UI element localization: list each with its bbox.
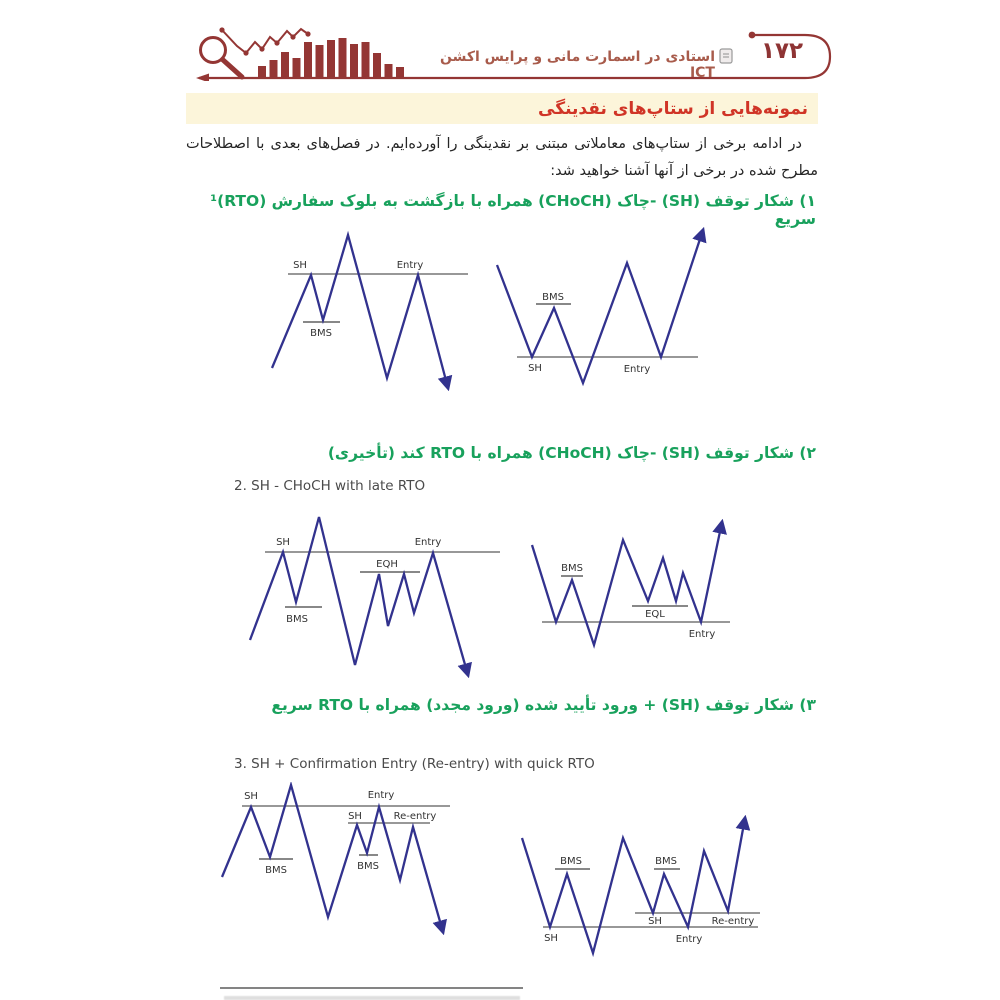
diagram-setup1-bullish (485, 218, 720, 403)
section-title-banner (186, 93, 818, 124)
diagram-setup2-bullish (525, 508, 740, 663)
label-reentry: Re-entry (393, 811, 437, 822)
diagram-setup1-bearish (235, 228, 480, 403)
label-entry: Entry (675, 934, 703, 945)
price-zigzag (497, 230, 703, 383)
label-sh: SH (528, 363, 542, 374)
label-eql: EQL (645, 609, 665, 620)
label-reentry: Re-entry (711, 916, 755, 927)
diagram-setup3-bearish (215, 782, 465, 950)
label-bms: BMS (310, 328, 332, 339)
section-title: نمونه‌هایی از ستاپ‌های نقدینگی (538, 99, 808, 119)
intro-paragraph (186, 131, 818, 185)
price-zigzag (222, 785, 443, 932)
setup3-heading: ۳) شکار توقف (SH) + ورود تأیید شده (ورود مجدد) همراه با RTO سریع (271, 696, 816, 714)
label-bms-1: BMS (265, 865, 287, 876)
label-sh: SH (544, 933, 558, 944)
label-bms: BMS (542, 292, 564, 303)
label-entry: Entry (623, 364, 651, 375)
price-zigzag (532, 522, 722, 645)
setup1-heading: ۱) شکار توقف (SH) -چاک (CHoCH) همراه با بازگشت به بلوک سفارش (RTO)¹ سریع (210, 192, 816, 228)
label-entry: Entry (367, 790, 395, 801)
label-bms-1: BMS (560, 856, 582, 867)
footnote-separator (220, 987, 523, 989)
label-eqh: EQH (376, 559, 398, 570)
setup2-heading-en: 2. SH - CHoCH with late RTO (234, 478, 426, 494)
setup2-heading: ۲) شکار توقف (SH) -چاک (CHoCH) همراه با RTO کند (تأخیری) (327, 444, 816, 462)
label-bms: BMS (286, 614, 308, 625)
header-rule-arrow (196, 74, 209, 82)
label-entry: Entry (688, 629, 716, 640)
label-sh-2: SH (348, 811, 362, 822)
page-number: ۱۷۲ (760, 38, 804, 64)
diagram-setup2-bearish (245, 512, 505, 684)
label-sh-2: SH (648, 916, 662, 927)
intro-line-2: مطرح شده در برخی از آنها آشنا خواهید شد: (550, 163, 818, 179)
book-icon (719, 48, 733, 64)
setup3-heading-en: 3. SH + Confirmation Entry (Re-entry) with quick RTO (234, 756, 595, 772)
label-bms-2: BMS (357, 861, 379, 872)
label-entry: Entry (396, 260, 424, 271)
label-entry: Entry (414, 537, 442, 548)
label-sh: SH (244, 791, 258, 802)
label-bms: BMS (561, 563, 583, 574)
book-title: استادی در اسمارت مانی و پرایس اکشن ICT (439, 49, 715, 81)
intro-line-1: در ادامه برخی از ستاپ‌های معاملاتی مبتنی بر نقدینگی را آورده‌ایم. در فصل‌های بعدی با اصطلاحات (186, 136, 802, 152)
label-bms-2: BMS (655, 856, 677, 867)
price-zigzag (272, 235, 448, 388)
label-sh: SH (276, 537, 290, 548)
footnote-text-cutoff (224, 996, 520, 1000)
label-sh: SH (293, 260, 307, 271)
diagram-setup3-bullish (505, 795, 765, 970)
